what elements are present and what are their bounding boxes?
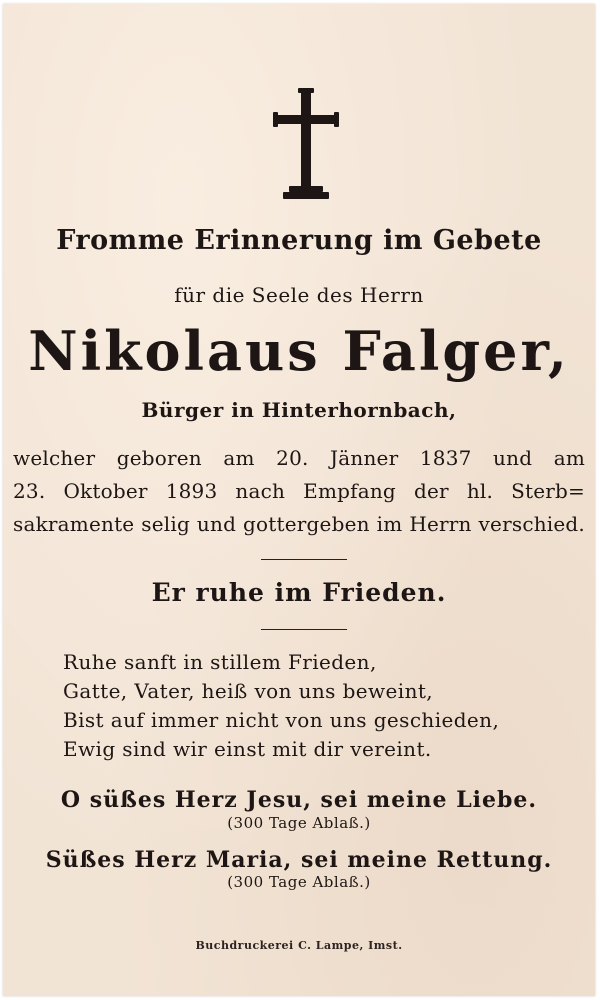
cross-icon [273, 88, 339, 200]
verse-line-4: Ewig sind wir einst mit dir vereint. [63, 737, 432, 761]
prayer-heart-maria: Süßes Herz Maria, sei meine Rettung. [45, 847, 553, 873]
verse-line-1: Ruhe sanft in stillem Frieden, [63, 650, 377, 674]
prayer-heart-jesus: O süßes Herz Jesu, sei meine Liebe. [60, 787, 538, 813]
divider-top [261, 559, 347, 560]
rest-in-peace: Er ruhe im Frieden. [151, 578, 447, 607]
verse-line-2: Gatte, Vater, heiß von uns beweint, [63, 679, 434, 703]
card-subheading: für die Seele des Herrn [174, 283, 424, 307]
printer-imprint: Buchdruckerei C. Lampe, Imst. [195, 939, 403, 952]
deceased-title: Bürger in Hinterhornbach, [141, 398, 457, 422]
body-line-2: 23. Oktober 1893 nach Empfang der hl. Sterb= [13, 479, 585, 503]
divider-bottom [261, 629, 347, 630]
deceased-name: Nikolaus Falger, [28, 319, 570, 383]
card-heading: Fromme Erinnerung im Gebete [56, 225, 542, 256]
indulgence-note-1: (300 Tage Ablaß.) [227, 814, 371, 832]
body-line-1: welcher geboren am 20. Jänner 1837 und am [13, 446, 585, 470]
indulgence-note-2: (300 Tage Ablaß.) [227, 873, 371, 891]
body-line-3: sakramente selig und gottergeben im Herrn verschied. [13, 512, 585, 536]
verse-line-3: Bist auf immer nicht von uns geschieden, [63, 708, 500, 732]
memorial-card [3, 4, 595, 996]
